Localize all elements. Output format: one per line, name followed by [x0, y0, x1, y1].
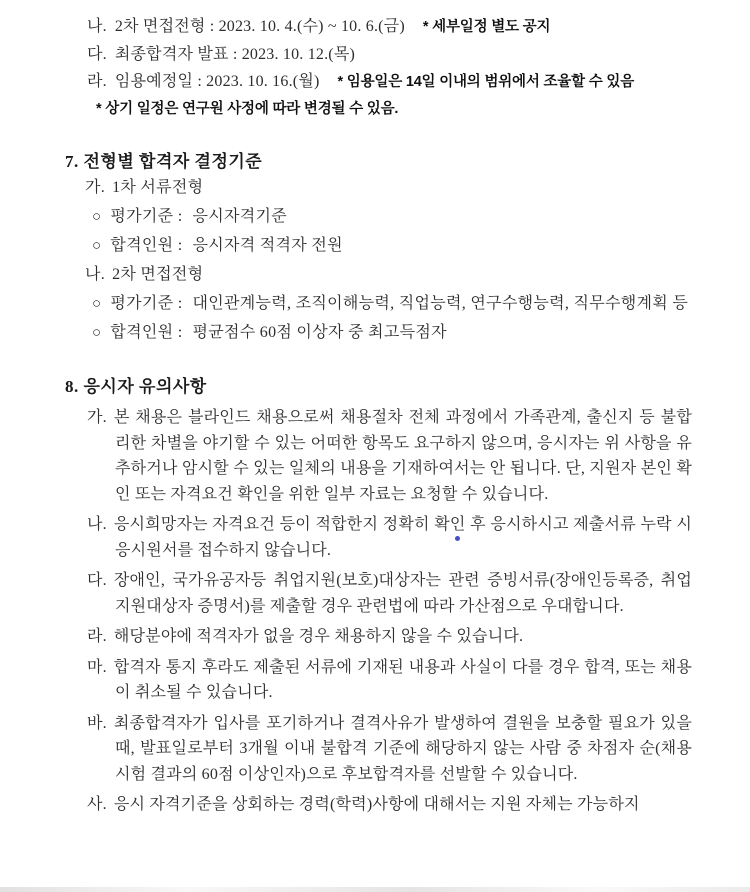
criteria-bullet — [92, 233, 692, 259]
section-7-heading: 7. 전형별 합격자 결정기준 — [65, 152, 263, 171]
item-label: 라. — [87, 73, 107, 90]
paragraph-text: 응시 자격기준을 상회하는 경력(학력)사항에 대해서는 지원 자체는 가능하지 — [113, 796, 640, 813]
document-content — [0, 13, 692, 818]
bullet-value: 응시자격 적격자 전원 — [192, 237, 343, 254]
paragraph-text: 합격자 통지 후라도 제출된 서류에 기재된 내용과 사실이 다를 경우 합격, 또는 채용이 취소될 수 있습니다. — [113, 658, 692, 701]
schedule-item — [87, 13, 692, 41]
item-text: 2차 면접전형 : 2023. 10. 4.(수) ~ 10. 6.(금) — [114, 18, 405, 35]
section-8-heading: 8. 응시자 유의사항 — [65, 377, 207, 396]
subsection-label: 가. — [85, 179, 106, 196]
subsection-title — [85, 262, 692, 288]
schedule-item — [87, 68, 692, 96]
notice-paragraph — [87, 512, 692, 563]
circle-bullet-icon: ○ — [92, 238, 102, 254]
paragraph-label: 바. — [87, 714, 107, 732]
subsection-title-text: 2차 면접전형 — [112, 266, 204, 283]
item-text: 임용예정일 : 2023. 10. 16.(월) — [114, 73, 320, 90]
criteria-bullet — [92, 204, 692, 230]
paragraph-text: 최종합격자가 입사를 포기하거나 결격사유가 발생하여 결원을 보충할 필요가 있을 때, 발표일로부터 3개월 이내 불합격 기준에 해당하지 않는 사람 중 차점자 순(채용시험 결과의 60점 이상인자)으로 후보합격자를 선발할 수 있습니다. — [113, 714, 692, 783]
subsection-title — [85, 175, 692, 201]
paragraph-label: 가. — [87, 409, 107, 426]
item-text: 최종합격자 발표 : 2023. 10. 12.(목) — [114, 46, 356, 63]
paragraph-text: 해당분야에 적격자가 없을 경우 채용하지 않을 수 있습니다. — [113, 628, 524, 645]
subsection-title-text: 1차 서류전형 — [112, 179, 204, 196]
schedule-footnote: * 상기 일정은 연구원 사정에 따라 변경될 수 있음. — [96, 101, 399, 117]
paragraph-label: 나. — [87, 516, 107, 533]
notice-paragraph — [87, 655, 692, 706]
paragraph-text: 본 채용은 블라인드 채용으로써 채용절차 전체 과정에서 가족관계, 출신지 등 불합리한 차별을 야기할 수 있는 어떠한 항목도 요구하지 않으며, 응시자는 위 사항을 유추하거나 암시할 수 있는 일체의 내용을 기재하여서는 안 됩니다. 단, 지원자 본인 확인 또는 자격요건 확인을 위한 일부 자료는 요청할 수 있습니다. — [113, 409, 692, 503]
bullet-value: 평균점수 60점 이상자 중 최고득점자 — [192, 324, 447, 341]
schedule-item — [87, 41, 692, 68]
circle-bullet-icon: ○ — [92, 296, 102, 312]
bullet-term: 평가기준 : — [110, 295, 183, 312]
item-label: 나. — [87, 18, 107, 35]
circle-bullet-icon: ○ — [92, 325, 102, 341]
item-label: 다. — [87, 46, 107, 63]
bullet-term: 평가기준 : — [110, 208, 183, 225]
blue-ink-dot-artifact — [455, 536, 460, 541]
notice-paragraph — [87, 624, 692, 650]
bullet-term: 합격인원 : — [110, 237, 183, 254]
paragraph-label: 라. — [87, 628, 107, 645]
bullet-value: 응시자격기준 — [192, 208, 287, 225]
subsection-label: 나. — [85, 266, 106, 283]
notice-paragraph — [87, 405, 692, 507]
bullet-value: 대인관계능력, 조직이해능력, 직업능력, 연구수행능력, 직무수행계획 등 — [192, 295, 689, 312]
notice-paragraph — [87, 711, 692, 788]
criteria-bullet — [92, 320, 692, 346]
item-note-bold: * 임용일은 14일 이내의 범위에서 조율할 수 있음 — [337, 74, 634, 90]
circle-bullet-icon: ○ — [92, 209, 102, 225]
notice-paragraph — [87, 792, 692, 818]
paragraph-label: 사. — [87, 796, 107, 813]
paragraph-text: 장애인, 국가유공자등 취업지원(보호)대상자는 관련 증빙서류(장애인등록증, 취업지원대상자 증명서)를 제출할 경우 관련법에 따라 가산점으로 우대합니다. — [113, 572, 692, 615]
paragraph-label: 마. — [87, 658, 107, 676]
paragraph-text: 응시희망자는 자격요건 등이 적합한지 정확히 확인 후 응시하시고 제출서류 누락 시 응시원서를 접수하지 않습니다. — [113, 516, 692, 559]
bullet-term: 합격인원 : — [110, 324, 183, 341]
notice-paragraph — [87, 568, 692, 619]
paragraph-label: 다. — [87, 572, 107, 589]
criteria-bullet — [92, 291, 692, 317]
item-note-bold: * 세부일정 별도 공지 — [422, 19, 551, 35]
scan-smudge-artifact — [0, 887, 750, 892]
